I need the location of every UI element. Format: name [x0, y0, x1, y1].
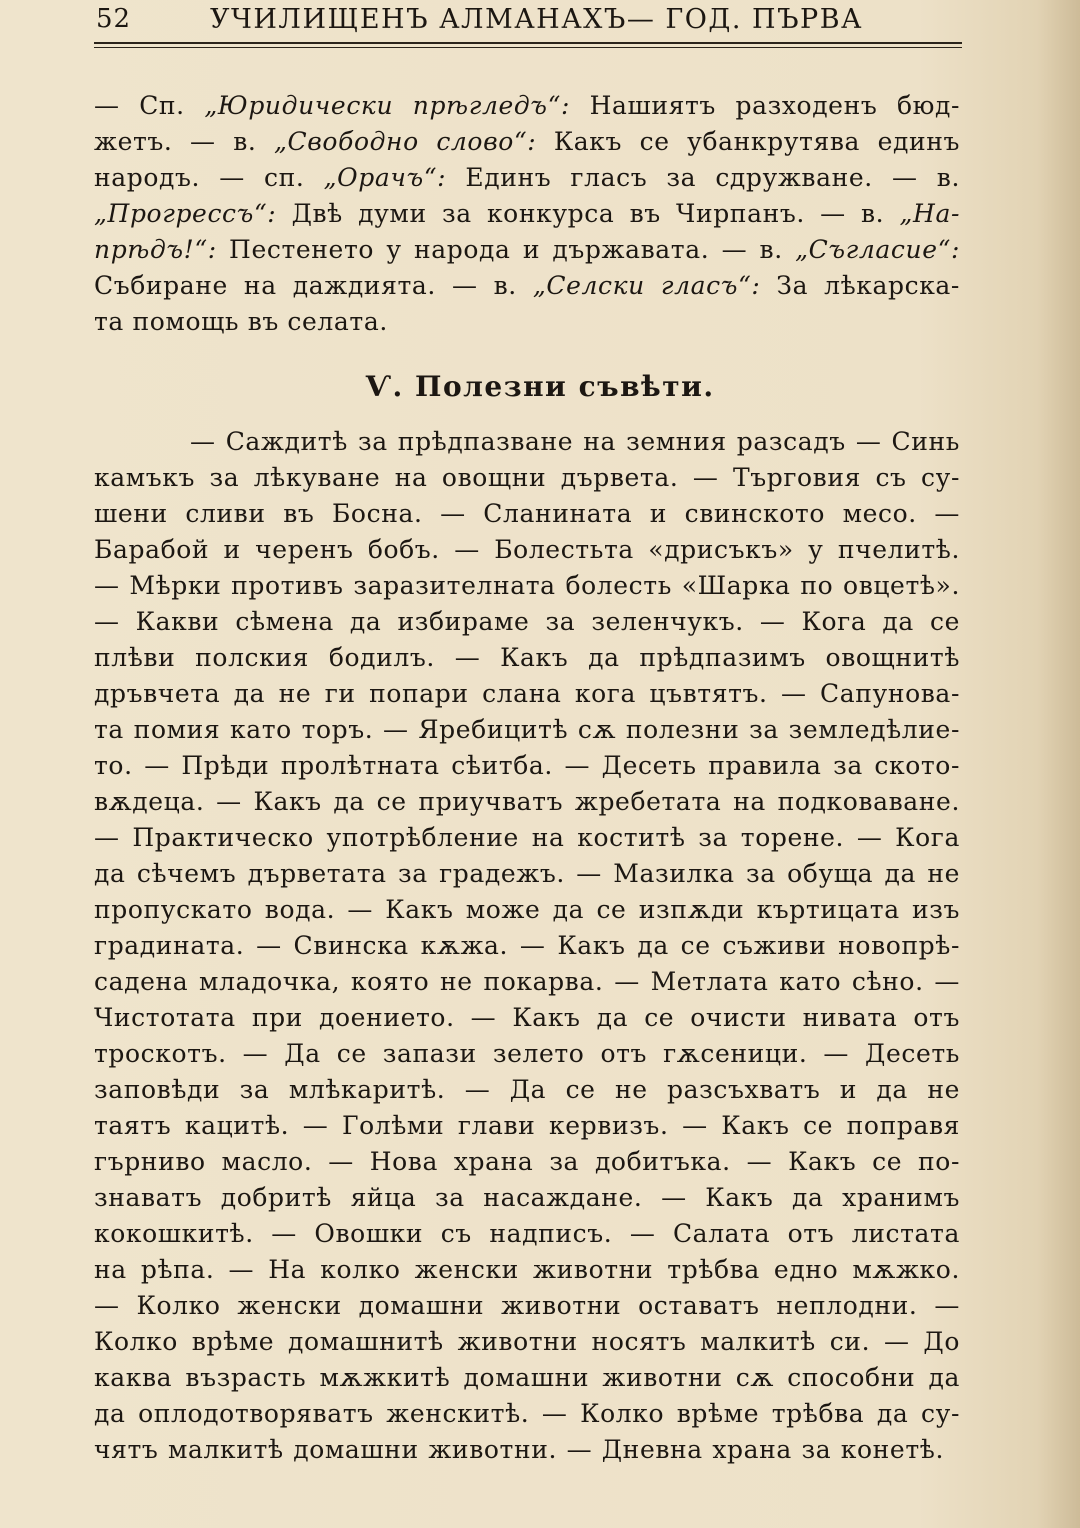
page-header	[92, 2, 962, 38]
text-line: кокошкитѣ. — Овошки съ надписъ. — Салата отъ листата	[94, 1219, 960, 1248]
text-line: Колко врѣме домашнитѣ животни носятъ малкитѣ си. — До	[94, 1327, 960, 1356]
text-line: „Прогрессъ“: Двѣ думи за конкурса въ Чирпанъ. — в. „На-	[94, 199, 960, 228]
text-line: градината. — Свинска кѫжа. — Какъ да се съживи новопрѣ-	[94, 931, 960, 960]
text-line: Барабой и черенъ бобъ. — Болестьта «дрисъкъ» у пчелитѣ.	[94, 535, 960, 564]
text-line: вѫдеца. — Какъ да се приучватъ жребетата на подковаване.	[94, 787, 960, 816]
text-line: да сѣчемъ дърветата за градежъ. — Мазилка за обуща да не	[94, 859, 960, 888]
text-line: — Колко женски домашни животни оставатъ неплодни. —	[94, 1291, 960, 1320]
text-line: садена младочка, която не покарва. — Метлата като сѣно. —	[94, 967, 960, 996]
text-line: народъ. — сп. „Орачъ“: Единъ гласъ за сдружване. — в.	[94, 163, 960, 192]
text-line: каква възрасть мѫжкитѣ домашни животни сѫ способни да	[94, 1363, 960, 1392]
text-line: шени сливи въ Босна. — Сланината и свинското месо. —	[94, 499, 960, 528]
text-line: троскотъ. — Да се запази зелето отъ гѫсеници. — Десеть	[94, 1039, 960, 1068]
text-line: таятъ кацитѣ. — Голѣми глави кервизъ. — Какъ се поправя	[94, 1111, 960, 1140]
section-heading: Ѵ. Полезни съвѣти.	[365, 370, 715, 403]
header-rule-thin	[94, 47, 962, 48]
text-line: — Сп. „Юридически прѣгледъ“: Нашиятъ разходенъ бюд-	[94, 91, 960, 120]
text-line: — Практическо употрѣбление на коститѣ за торене. — Кога	[94, 823, 960, 852]
text-line: то. — Прѣди пролѣтната сѣитба. — Десеть правила за ското-	[94, 751, 960, 780]
running-title: УЧИЛИЩЕНЪ АЛМАНАХЪ— ГОД. ПЪРВА	[210, 4, 864, 35]
text-line: да оплодотворяватъ женскитѣ. — Колко врѣме трѣбва да су-	[94, 1399, 960, 1428]
text-line: пропускато вода. — Какъ може да се изпѫди къртицата изъ	[94, 895, 960, 924]
text-line: Събиране на даждията. — в. „Селски гласъ“: За лѣкарска-	[94, 271, 960, 300]
text-line: на рѣпа. — На колко женски животни трѣбва едно мѫжко.	[94, 1255, 960, 1284]
text-line: — Мѣрки противъ заразителната болесть «Шарка по овцетѣ».	[94, 571, 960, 600]
text-line: — Какви сѣмена да избираме за зеленчукъ. — Кога да се	[94, 607, 960, 636]
text-line: та помия като торъ. — Яребицитѣ сѫ полезни за земледѣлие-	[94, 715, 960, 744]
text-line: гърниво масло. — Нова храна за добитъка. — Какъ се по-	[94, 1147, 960, 1176]
text-line: знаватъ добритѣ яйца за насаждане. — Какъ да хранимъ	[94, 1183, 960, 1212]
text-line: та помощь въ селата.	[94, 307, 388, 336]
text-line: плѣви полския бодилъ. — Какъ да прѣдпазимъ овощнитѣ	[94, 643, 960, 672]
text-line: дръвчета да не ги попари слана кога цъвтятъ. — Сапунова-	[94, 679, 960, 708]
text-line: чятъ малкитѣ домашни животни. — Дневна храна за конетѣ.	[94, 1435, 944, 1464]
text-line: камъкъ за лѣкуване на овощни дървета. — Търговия съ су-	[94, 463, 960, 492]
text-line: жетъ. — в. „Свободно слово“: Какъ се убанкрутява единъ	[94, 127, 960, 156]
text-line: — Саждитѣ за прѣдпазване на земния разсадъ — Синь	[190, 427, 960, 456]
text-line: заповѣди за млѣкаритѣ. — Да се не разсъхватъ и да не	[94, 1075, 960, 1104]
text-line: прѣдъ!“: Пестенето у народа и държавата. — в. „Съгласие“:	[94, 235, 960, 264]
header-rule-thick	[94, 42, 962, 44]
text-line: Чистотата при доението. — Какъ да се очисти нивата отъ	[94, 1003, 960, 1032]
page-number: 52	[96, 4, 132, 34]
